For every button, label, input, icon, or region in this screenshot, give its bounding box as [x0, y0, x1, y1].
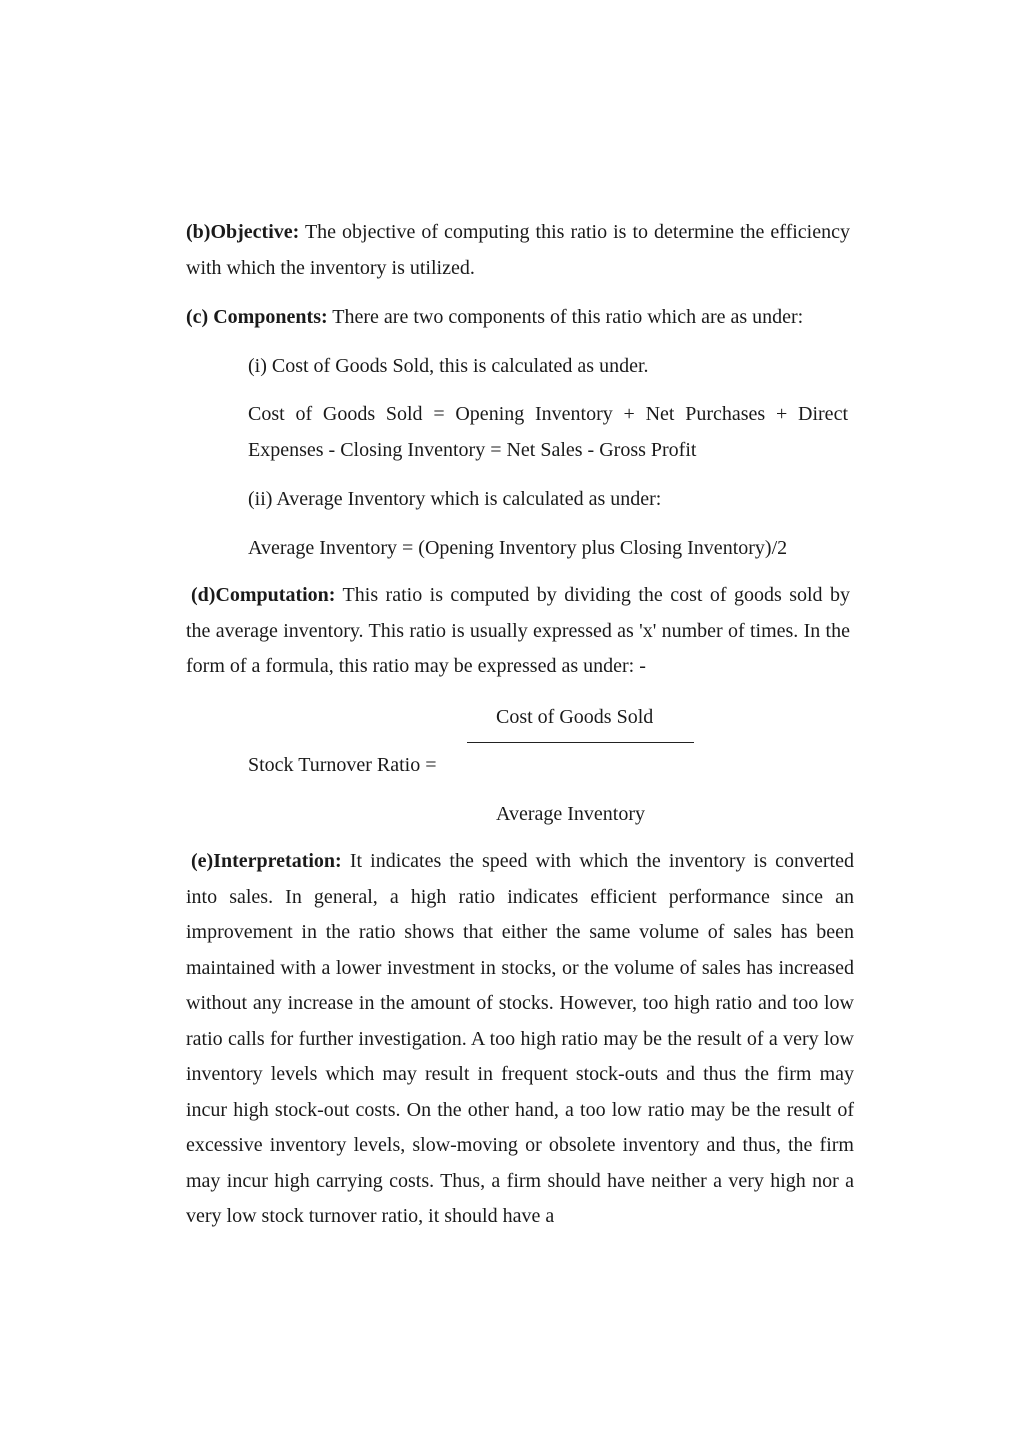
component-item-2-formula: Average Inventory = (Opening Inventory plus Closing Inventory)/2	[248, 537, 788, 559]
interpretation-paragraph	[186, 844, 854, 1235]
formula-fraction-bar	[467, 742, 694, 743]
interpretation-heading: (e)Interpretation:	[191, 850, 342, 872]
formula-denominator: Average Inventory	[496, 803, 646, 825]
component-item-1-title: (i) Cost of Goods Sold, this is calculated as under.	[248, 355, 649, 377]
components-heading: (c) Components:	[186, 306, 328, 328]
formula-numerator: Cost of Goods Sold	[496, 706, 654, 728]
components-text: There are two components of this ratio which are as under:	[327, 306, 804, 328]
objective-paragraph	[186, 215, 850, 286]
objective-heading: (b)Objective:	[186, 221, 300, 243]
objective-text: The objective of computing this ratio is to determine the efficiency with which the inventory is utilized.	[186, 221, 850, 279]
computation-heading: (d)Computation:	[191, 584, 336, 606]
computation-text: This ratio is computed by dividing the cost of goods sold by the average inventory. This ratio is usually expressed as 'x' number of times. In the form of a formula, this ratio may be expressed as under: -	[186, 584, 850, 677]
components-paragraph	[186, 300, 850, 336]
component-item-2-title: (ii) Average Inventory which is calculated as under:	[248, 488, 662, 510]
formula-label: Stock Turnover Ratio =	[248, 754, 437, 776]
component-item-1-formula: Cost of Goods Sold = Opening Inventory + Net Purchases + Direct Expenses - Closing Inventory = Net Sales - Gross Profit	[248, 403, 848, 461]
computation-paragraph	[186, 578, 850, 685]
interpretation-text: It indicates the speed with which the inventory is converted into sales. In general, a high ratio indicates efficient performance since an improvement in the ratio shows that either the same volume of sales has been maintained with a lower investment in stocks, or the volume of sales has increased without any increase in the amount of stocks. However, too high ratio and too low ratio calls for further investigation. A too high ratio may be the result of a very low inventory levels which may result in frequent stock-outs and thus the firm may incur high stock-out costs. On the other hand, a too low ratio may be the result of excessive inventory levels, slow-moving or obsolete inventory and thus, the firm may incur high carrying costs. Thus, a firm should have neither a very high nor a very low stock turnover ratio, it should have a	[186, 850, 854, 1227]
